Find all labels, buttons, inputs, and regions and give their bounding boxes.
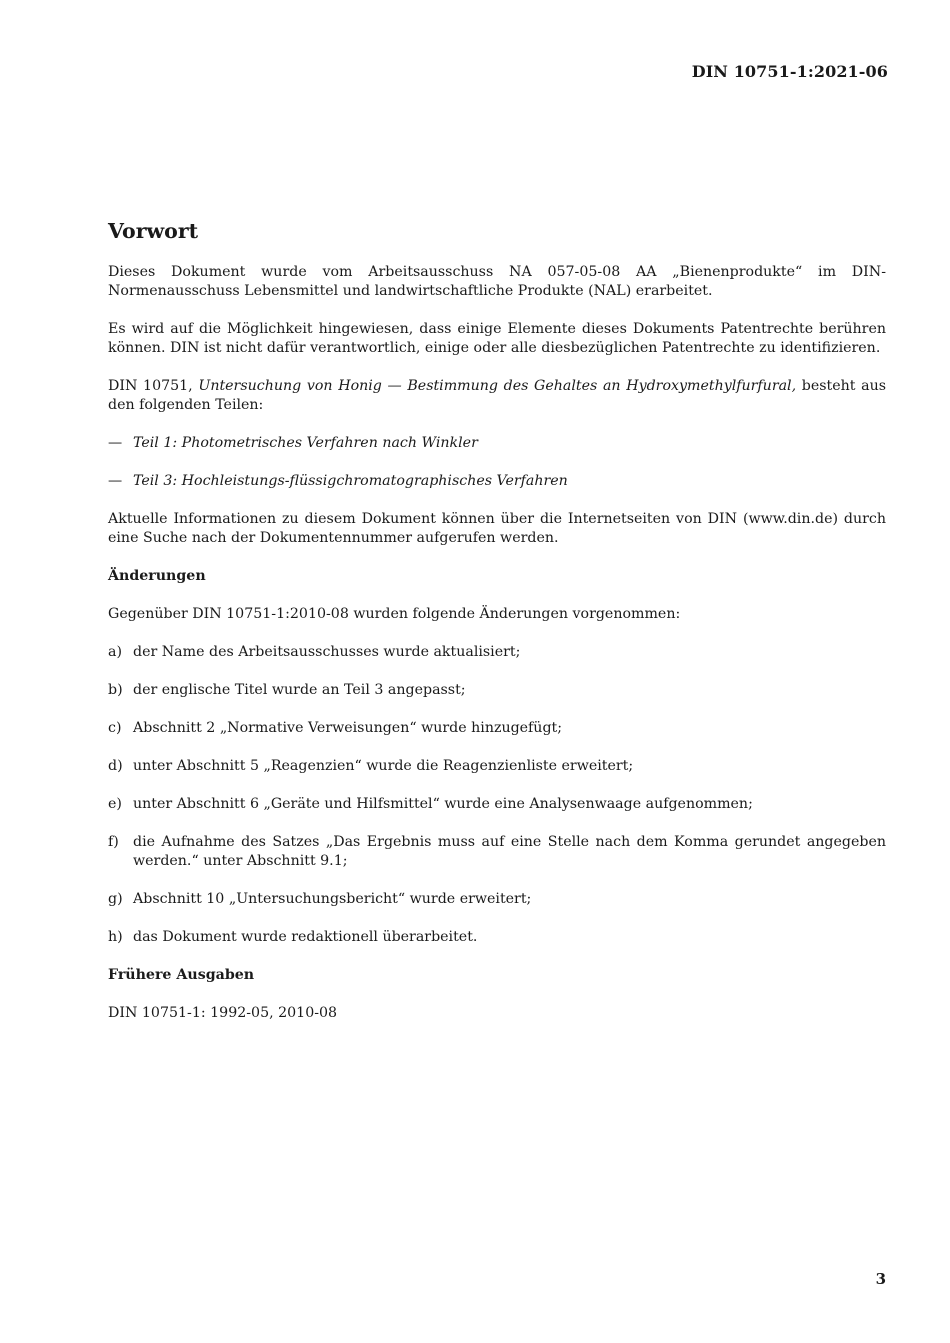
earlier-editions-heading: Frühere Ausgaben bbox=[108, 967, 255, 983]
page-title: Vorwort bbox=[108, 219, 199, 243]
changes-intro: Gegenüber DIN 10751-1:2010-08 wurden folgende Änderungen vorgenommen: bbox=[108, 606, 681, 622]
list-marker: b) bbox=[108, 682, 123, 698]
change-item-text: Abschnitt 2 „Normative Verweisungen“ wurde hinzugefügt; bbox=[133, 720, 563, 736]
change-item bbox=[108, 833, 886, 871]
change-item-text: der Name des Arbeitsausschusses wurde aktualisiert; bbox=[133, 644, 521, 660]
change-item bbox=[108, 928, 886, 947]
earlier-editions-text: DIN 10751-1: 1992-05, 2010-08 bbox=[108, 1005, 338, 1021]
parts-intro-prefix: DIN 10751, bbox=[108, 378, 199, 394]
change-item bbox=[108, 681, 886, 700]
change-item-text: der englische Titel wurde an Teil 3 angepasst; bbox=[133, 682, 466, 698]
change-item-text: Abschnitt 10 „Untersuchungsbericht“ wurde erweitert; bbox=[133, 891, 532, 907]
change-item bbox=[108, 757, 886, 776]
paragraph-info: Aktuelle Informationen zu diesem Dokument können über die Internetseiten von DIN (www.din.de) durch eine Suche nach der Dokumentennummer aufgerufen werden. bbox=[108, 511, 886, 546]
list-marker: c) bbox=[108, 720, 122, 736]
part-item bbox=[108, 434, 886, 453]
dash-marker: — bbox=[108, 435, 123, 451]
list-marker: h) bbox=[108, 929, 123, 945]
change-item-text: das Dokument wurde redaktionell überarbeitet. bbox=[133, 929, 478, 945]
part-item-text: Teil 1: Photometrisches Verfahren nach Winkler bbox=[133, 435, 478, 451]
page-content bbox=[108, 217, 886, 1042]
change-item-text: die Aufnahme des Satzes „Das Ergebnis muss auf eine Stelle nach dem Komma gerundet angegeben werden.“ unter Abschnitt 9.1; bbox=[133, 834, 886, 869]
parts-intro-title: Untersuchung von Honig — Bestimmung des Gehaltes an Hydroxymethylfurfural, bbox=[198, 378, 797, 394]
paragraph-patent: Es wird auf die Möglichkeit hingewiesen, dass einige Elemente dieses Dokuments Patentrechte berühren können. DIN ist nicht dafür verantwortlich, einige oder alle diesbezüglichen Patentrechte zu identifizieren. bbox=[108, 321, 886, 356]
part-item bbox=[108, 472, 886, 491]
change-item bbox=[108, 719, 886, 738]
paragraph-committee: Dieses Dokument wurde vom Arbeitsausschuss NA 057-05-08 AA „Bienenprodukte“ im DIN-Normenausschuss Lebensmittel und landwirtschaftliche Produkte (NAL) erarbeitet. bbox=[108, 264, 886, 299]
change-item bbox=[108, 643, 886, 662]
list-marker: d) bbox=[108, 758, 123, 774]
dash-marker: — bbox=[108, 473, 123, 489]
list-marker: a) bbox=[108, 644, 122, 660]
paragraph-parts-intro bbox=[108, 377, 886, 415]
changes-heading: Änderungen bbox=[108, 568, 206, 584]
document-id: DIN 10751-1:2021-06 bbox=[691, 62, 888, 81]
part-item-text: Teil 3: Hochleistungs-flüssigchromatographisches Verfahren bbox=[133, 473, 568, 489]
change-item-text: unter Abschnitt 6 „Geräte und Hilfsmittel“ wurde eine Analysenwaage aufgenommen; bbox=[133, 796, 753, 812]
parts-intro-suffix: besteht aus den folgenden Teilen: bbox=[108, 378, 886, 413]
change-item bbox=[108, 890, 886, 909]
page-number: 3 bbox=[875, 1270, 886, 1288]
change-item-text: unter Abschnitt 5 „Reagenzien“ wurde die Reagenzienliste erweitert; bbox=[133, 758, 634, 774]
change-item bbox=[108, 795, 886, 814]
list-marker: e) bbox=[108, 796, 122, 812]
list-marker: f) bbox=[108, 834, 119, 850]
list-marker: g) bbox=[108, 891, 123, 907]
